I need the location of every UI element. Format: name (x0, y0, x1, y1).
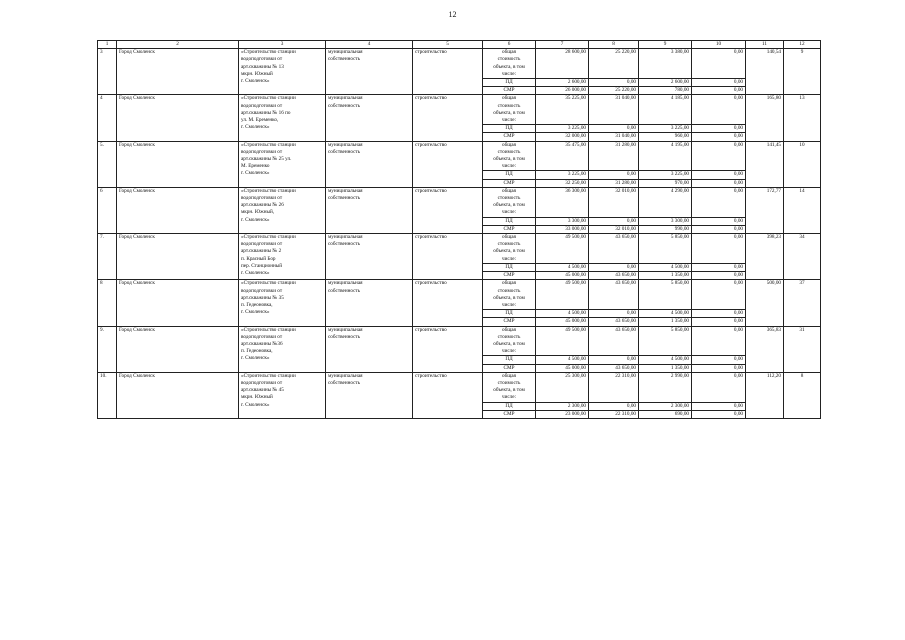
pd-value-cell: 3 225,00 (536, 171, 589, 179)
object-name-cell (239, 49, 326, 95)
object-name-line: арт.скважины № 16 по (241, 109, 291, 116)
pd-value-cell: 0,00 (692, 217, 746, 225)
table-row (98, 49, 821, 79)
cost-description-line: объекта, в том (493, 109, 525, 116)
total-value-cell: 4 185,00 (639, 95, 692, 125)
pd-label: ПД (483, 402, 536, 410)
object-name-line: мкрн. Южный (241, 70, 273, 77)
total-value-cell: 0,00 (692, 187, 746, 217)
object-name-line: арт.скважины № 13 (241, 63, 284, 70)
object-name-line: арт.скважины № 26 (241, 202, 284, 209)
work-type-cell: строительство (413, 141, 483, 187)
column-number-header: 10 (692, 41, 746, 49)
cost-description-line: стоимость (497, 56, 521, 63)
cost-description-line: общая (502, 187, 516, 194)
table-row (98, 280, 821, 310)
city-cell: Город Смоленск (117, 141, 239, 187)
ownership-cell (326, 234, 413, 280)
smr-value-cell: 43 650,00 (589, 364, 639, 372)
row-number: 6 (98, 187, 117, 233)
smr-value-cell: 1 350,00 (639, 364, 692, 372)
smr-value-cell: 32 000,00 (536, 133, 589, 141)
ownership-line: собственность (328, 379, 361, 386)
pd-value-cell: 3 225,00 (639, 171, 692, 179)
object-name-line: г. Смоленск» (241, 401, 270, 408)
object-name-line: водоподготовки от (241, 379, 283, 386)
object-name-line: водоподготовки от (241, 56, 283, 63)
cost-description-line: объекта, в том (493, 294, 525, 301)
total-value-cell: 4 195,00 (639, 141, 692, 171)
ownership-line: муниципальная (328, 326, 363, 333)
row-number: 9. (98, 326, 117, 372)
pd-value-cell: 0,00 (692, 356, 746, 364)
smr-label: СМР (483, 410, 536, 418)
smr-label: СМР (483, 133, 536, 141)
row-number: 3 (98, 49, 117, 95)
table-row (98, 141, 821, 171)
work-type-cell: строительство (413, 234, 483, 280)
total-value-cell: 25 220,00 (589, 49, 639, 79)
cost-description-line: стоимость (497, 195, 521, 202)
city-cell: Город Смоленск (117, 49, 239, 95)
smr-label: СМР (483, 179, 536, 187)
object-name-line: «Строительство станции (241, 372, 296, 379)
cost-description-line: стоимость (497, 287, 521, 294)
total-value-cell: 0,00 (692, 372, 746, 402)
work-type-cell: строительство (413, 280, 483, 326)
ownership-line: муниципальная (328, 141, 363, 148)
cost-description-line: общая (502, 234, 516, 241)
pd-label: ПД (483, 310, 536, 318)
smr-value-cell: 690,00 (639, 410, 692, 418)
city-cell: Город Смоленск (117, 372, 239, 418)
pd-value-cell: 2 300,00 (639, 402, 692, 410)
smr-value-cell: 45 000,00 (536, 272, 589, 280)
pd-value-cell: 0,00 (589, 79, 639, 87)
pd-value-cell: 0,00 (589, 263, 639, 271)
ownership-cell (326, 280, 413, 326)
cost-description-line: общая (502, 95, 516, 102)
object-name-line: водоподготовки от (241, 148, 283, 155)
total-value-cell: 28 600,00 (536, 49, 589, 79)
total-value-cell: 0,00 (692, 234, 746, 264)
total-value-cell: 35 475,00 (536, 141, 589, 171)
ownership-line: собственность (328, 333, 361, 340)
pd-value-cell: 0,00 (589, 171, 639, 179)
total-value-cell: 31 280,00 (589, 141, 639, 171)
pd-value-cell: 0,00 (692, 125, 746, 133)
total-value-cell: 43 650,00 (589, 280, 639, 310)
total-value-cell: 0,00 (692, 141, 746, 171)
row-number: 10. (98, 372, 117, 418)
object-name-line: «Строительство станции (241, 187, 296, 194)
object-name-line: арт.скважины №36 (241, 340, 283, 347)
cost-description-line: объекта, в том (493, 156, 525, 163)
cost-description-line: стоимость (497, 148, 521, 155)
smr-value-cell: 0,00 (692, 272, 746, 280)
col11-value: 140,54 (746, 49, 784, 95)
column-number-header: 3 (239, 41, 326, 49)
column-number-header: 7 (536, 41, 589, 49)
col11-value: 500,00 (746, 280, 784, 326)
row-number: 5. (98, 141, 117, 187)
object-name-line: п. Гедеоновка, (241, 348, 273, 355)
column-number-header: 9 (639, 41, 692, 49)
cost-description-line: стоимость (497, 102, 521, 109)
object-name-line: водоподготовки от (241, 287, 283, 294)
cost-description-line: объекта, в том (493, 63, 525, 70)
ownership-line: муниципальная (328, 95, 363, 102)
smr-value-cell: 0,00 (692, 225, 746, 233)
city-cell: Город Смоленск (117, 280, 239, 326)
smr-value-cell: 31 280,00 (589, 179, 639, 187)
object-name-line: водоподготовки от (241, 102, 283, 109)
smr-value-cell: 45 000,00 (536, 364, 589, 372)
object-name-line: арт.скважины № 25 ул. (241, 156, 292, 163)
object-name-line: г. Смоленск» (241, 78, 270, 85)
total-value-cell: 5 850,00 (639, 326, 692, 356)
total-value-cell: 43 650,00 (589, 234, 639, 264)
pd-label: ПД (483, 356, 536, 364)
pd-value-cell: 0,00 (692, 310, 746, 318)
city-cell: Город Смоленск (117, 234, 239, 280)
col12-value: 34 (784, 234, 821, 280)
smr-value-cell: 22 310,00 (589, 410, 639, 418)
object-name-line: М. Еременко (241, 163, 270, 170)
smr-value-cell: 31 040,00 (589, 133, 639, 141)
total-value-cell: 0,00 (692, 95, 746, 125)
pd-label: ПД (483, 79, 536, 87)
ownership-line: муниципальная (328, 187, 363, 194)
cost-description-line: числе: (501, 255, 517, 262)
cost-description-cell (483, 372, 536, 402)
smr-label: СМР (483, 272, 536, 280)
pd-label: ПД (483, 171, 536, 179)
pd-value-cell: 0,00 (692, 171, 746, 179)
object-name-line: арт.скважины № 35 (241, 294, 284, 301)
cost-description-line: объекта, в том (493, 340, 525, 347)
pd-label: ПД (483, 217, 536, 225)
total-value-cell: 49 500,00 (536, 280, 589, 310)
smr-value-cell: 780,00 (639, 87, 692, 95)
smr-value-cell: 0,00 (692, 364, 746, 372)
total-value-cell: 31 040,00 (589, 95, 639, 125)
pd-value-cell: 4 500,00 (536, 263, 589, 271)
smr-value-cell: 26 000,00 (536, 87, 589, 95)
col11-value: 172,77 (746, 187, 784, 233)
table-row (98, 326, 821, 356)
col11-value: 398,23 (746, 234, 784, 280)
col12-value: 9 (784, 49, 821, 95)
cost-description-cell (483, 49, 536, 79)
cost-description-cell (483, 187, 536, 217)
smr-value-cell: 0,00 (692, 133, 746, 141)
object-name-line: арт.скважины № 45 (241, 387, 284, 394)
object-name-line: пер. Станционный (241, 262, 283, 269)
pd-value-cell: 3 225,00 (536, 125, 589, 133)
object-name-line: «Строительство станции (241, 141, 296, 148)
col12-value: 14 (784, 187, 821, 233)
city-cell: Город Смоленск (117, 326, 239, 372)
table-row (98, 372, 821, 402)
cost-description-line: объекта, в том (493, 202, 525, 209)
cost-description-line: числе: (501, 70, 517, 77)
object-name-line: г. Смоленск» (241, 309, 270, 316)
pd-value-cell: 0,00 (589, 125, 639, 133)
ownership-line: собственность (328, 287, 361, 294)
object-name-cell (239, 95, 326, 141)
cost-description-line: общая (502, 141, 516, 148)
pd-value-cell: 3 225,00 (639, 125, 692, 133)
cost-description-cell (483, 234, 536, 264)
object-name-line: водоподготовки от (241, 195, 283, 202)
pd-value-cell: 4 500,00 (639, 263, 692, 271)
row-number: 4 (98, 95, 117, 141)
ownership-cell (326, 49, 413, 95)
object-name-cell (239, 372, 326, 418)
cost-description-line: числе: (501, 163, 517, 170)
table-row (98, 95, 821, 125)
smr-value-cell: 0,00 (692, 410, 746, 418)
total-value-cell: 36 300,00 (536, 187, 589, 217)
smr-value-cell: 1 350,00 (639, 318, 692, 326)
ownership-cell (326, 141, 413, 187)
header-row (98, 41, 821, 49)
city-cell: Город Смоленск (117, 187, 239, 233)
smr-value-cell: 0,00 (692, 179, 746, 187)
pd-value-cell: 0,00 (692, 79, 746, 87)
cost-description-line: числе: (501, 117, 517, 124)
cost-description-cell (483, 326, 536, 356)
cost-description-cell (483, 95, 536, 125)
object-name-line: п. Красный Бор (241, 255, 276, 262)
object-name-cell (239, 187, 326, 233)
smr-label: СМР (483, 225, 536, 233)
object-name-cell (239, 280, 326, 326)
smr-value-cell: 43 650,00 (589, 318, 639, 326)
cost-description-line: общая (502, 326, 516, 333)
column-number-header: 11 (746, 41, 784, 49)
smr-value-cell: 970,00 (639, 179, 692, 187)
col11-value: 365,83 (746, 326, 784, 372)
smr-value-cell: 33 000,00 (536, 225, 589, 233)
smr-value-cell: 990,00 (639, 225, 692, 233)
total-value-cell: 32 010,00 (589, 187, 639, 217)
row-number: 8 (98, 280, 117, 326)
cost-description-line: числе: (501, 348, 517, 355)
total-value-cell: 2 990,00 (639, 372, 692, 402)
cost-description-line: числе: (501, 394, 517, 401)
object-name-line: г. Смоленск» (241, 124, 270, 131)
object-name-line: водоподготовки от (241, 241, 283, 248)
column-number-header: 4 (326, 41, 413, 49)
total-value-cell: 0,00 (692, 49, 746, 79)
smr-value-cell: 0,00 (692, 87, 746, 95)
object-name-line: «Строительство станции (241, 95, 296, 102)
object-name-line: п. Гедеоновка, (241, 301, 273, 308)
pd-value-cell: 2 300,00 (536, 402, 589, 410)
smr-value-cell: 45 000,00 (536, 318, 589, 326)
table-row (98, 187, 821, 217)
object-name-line: «Строительство станции (241, 234, 296, 241)
smr-label: СМР (483, 87, 536, 95)
smr-label: СМР (483, 318, 536, 326)
pd-value-cell: 2 600,00 (639, 79, 692, 87)
cost-description-cell (483, 141, 536, 171)
object-name-cell (239, 234, 326, 280)
smr-value-cell: 23 000,00 (536, 410, 589, 418)
column-number-header: 1 (98, 41, 117, 49)
col12-value: 31 (784, 326, 821, 372)
cost-description-line: числе: (501, 209, 517, 216)
col12-value: 8 (784, 372, 821, 418)
object-name-line: ул. М. Еременко, (241, 117, 279, 124)
smr-value-cell: 32 250,00 (536, 179, 589, 187)
cost-description-line: общая (502, 49, 516, 56)
ownership-cell (326, 187, 413, 233)
pd-value-cell: 2 600,00 (536, 79, 589, 87)
column-number-header: 6 (483, 41, 536, 49)
total-value-cell: 35 225,00 (536, 95, 589, 125)
ownership-cell (326, 95, 413, 141)
total-value-cell: 4 290,00 (639, 187, 692, 217)
object-name-cell (239, 141, 326, 187)
total-value-cell: 5 850,00 (639, 280, 692, 310)
city-cell: Город Смоленск (117, 95, 239, 141)
smr-value-cell: 1 350,00 (639, 272, 692, 280)
budget-table (97, 40, 821, 419)
pd-value-cell: 0,00 (692, 263, 746, 271)
work-type-cell: строительство (413, 372, 483, 418)
pd-value-cell: 0,00 (589, 217, 639, 225)
object-name-line: г. Смоленск» (241, 170, 270, 177)
total-value-cell: 0,00 (692, 326, 746, 356)
work-type-cell: строительство (413, 326, 483, 372)
smr-label: СМР (483, 364, 536, 372)
table-row (98, 234, 821, 264)
cost-description-line: объекта, в том (493, 248, 525, 255)
ownership-line: муниципальная (328, 234, 363, 241)
object-name-line: арт.скважины № 2 (241, 248, 282, 255)
ownership-line: собственность (328, 148, 361, 155)
cost-description-cell (483, 280, 536, 310)
object-name-line: мкрн. Южный (241, 394, 273, 401)
ownership-line: собственность (328, 241, 361, 248)
pd-label: ПД (483, 263, 536, 271)
smr-value-cell: 32 010,00 (589, 225, 639, 233)
object-name-line: «Строительство станции (241, 280, 296, 287)
cost-description-line: числе: (501, 301, 517, 308)
cost-description-line: объекта, в том (493, 387, 525, 394)
ownership-cell (326, 372, 413, 418)
pd-value-cell: 4 500,00 (639, 356, 692, 364)
column-number-header: 12 (784, 41, 821, 49)
smr-value-cell: 25 220,00 (589, 87, 639, 95)
page-number: 12 (448, 10, 457, 19)
ownership-cell (326, 326, 413, 372)
cost-description-line: стоимость (497, 241, 521, 248)
ownership-line: муниципальная (328, 280, 363, 287)
total-value-cell: 0,00 (692, 280, 746, 310)
pd-value-cell: 4 500,00 (639, 310, 692, 318)
total-value-cell: 25 300,00 (536, 372, 589, 402)
column-number-header: 2 (117, 41, 239, 49)
cost-description-line: общая (502, 280, 516, 287)
object-name-line: водоподготовки от (241, 333, 283, 340)
pd-value-cell: 3 300,00 (639, 217, 692, 225)
col11-value: 112,20 (746, 372, 784, 418)
object-name-line: г. Смоленск» (241, 355, 270, 362)
row-number: 7. (98, 234, 117, 280)
smr-value-cell: 0,00 (692, 318, 746, 326)
col12-value: 10 (784, 141, 821, 187)
total-value-cell: 3 380,00 (639, 49, 692, 79)
col11-value: 141,45 (746, 141, 784, 187)
object-name-line: г. Смоленск» (241, 270, 270, 277)
pd-value-cell: 4 500,00 (536, 310, 589, 318)
cost-description-line: общая (502, 372, 516, 379)
ownership-line: собственность (328, 195, 361, 202)
work-type-cell: строительство (413, 49, 483, 95)
total-value-cell: 49 500,00 (536, 326, 589, 356)
smr-value-cell: 960,00 (639, 133, 692, 141)
total-value-cell: 49 500,00 (536, 234, 589, 264)
pd-value-cell: 4 500,00 (536, 356, 589, 364)
column-number-header: 8 (589, 41, 639, 49)
ownership-line: муниципальная (328, 372, 363, 379)
object-name-cell (239, 326, 326, 372)
col12-value: 13 (784, 95, 821, 141)
ownership-line: собственность (328, 56, 361, 63)
pd-value-cell: 3 300,00 (536, 217, 589, 225)
ownership-line: муниципальная (328, 49, 363, 56)
pd-value-cell: 0,00 (589, 356, 639, 364)
pd-label: ПД (483, 125, 536, 133)
object-name-line: «Строительство станции (241, 49, 296, 56)
total-value-cell: 43 650,00 (589, 326, 639, 356)
smr-value-cell: 43 650,00 (589, 272, 639, 280)
total-value-cell: 22 310,00 (589, 372, 639, 402)
column-number-header: 5 (413, 41, 483, 49)
total-value-cell: 5 850,00 (639, 234, 692, 264)
object-name-line: г. Смоленск» (241, 216, 270, 223)
col12-value: 37 (784, 280, 821, 326)
pd-value-cell: 0,00 (589, 310, 639, 318)
pd-value-cell: 0,00 (692, 402, 746, 410)
cost-description-line: стоимость (497, 333, 521, 340)
col11-value: 165,80 (746, 95, 784, 141)
cost-description-line: стоимость (497, 379, 521, 386)
object-name-line: мкрн. Южный, (241, 209, 275, 216)
work-type-cell: строительство (413, 187, 483, 233)
work-type-cell: строительство (413, 95, 483, 141)
ownership-line: собственность (328, 102, 361, 109)
pd-value-cell: 0,00 (589, 402, 639, 410)
object-name-line: «Строительство станции (241, 326, 296, 333)
